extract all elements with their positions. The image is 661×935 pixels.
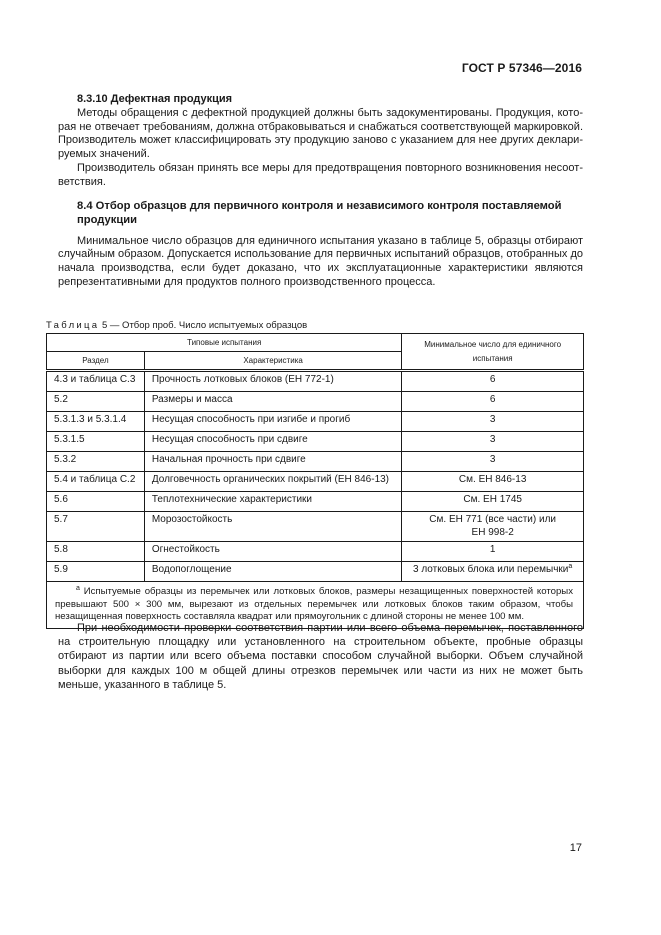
cell-section: 4.3 и таблица С.3 xyxy=(47,371,145,392)
paragraph: Производитель обязан принять все меры для предотвращения повторного возникновения несоответствия. xyxy=(58,161,583,188)
cell-section: 5.9 xyxy=(47,562,145,582)
header-section: Раздел xyxy=(47,352,145,371)
table-row xyxy=(47,492,584,512)
cell-min-count: 6 xyxy=(402,392,584,412)
cell-section: 5.8 xyxy=(47,542,145,562)
table-row xyxy=(47,392,584,412)
table-row xyxy=(47,412,584,432)
cell-min-count: 3 xyxy=(402,452,584,472)
section-heading-8-3-10: 8.3.10 Дефектная продукция xyxy=(77,93,233,105)
cell-min-count: См. ЕН 1745 xyxy=(402,492,584,512)
cell-characteristic: Несущая способность при сдвиге xyxy=(144,432,401,452)
header-characteristic: Характеристика xyxy=(144,352,401,371)
table-row xyxy=(47,562,584,582)
cell-min-count: 3 xyxy=(402,432,584,452)
cell-characteristic: Огнестойкость xyxy=(144,542,401,562)
cell-characteristic: Долговечность органических покрытий (ЕН 846-13) xyxy=(144,472,401,492)
paragraph: Методы обращения с дефектной продукцией должны быть задокументированы. Продукция, которая не отвечает требованиям, должна отбраковываться и снабжаться соответствующей маркировкой. Производитель может классифицировать эту продукцию заново с указанием для нее других декларируемых значений. xyxy=(58,106,583,161)
section-heading-8-4: 8.4 Отбор образцов для первичного контроля и независимого контроля поставляемой продукции xyxy=(77,199,562,227)
cell-section: 5.3.2 xyxy=(47,452,145,472)
table-caption-label: Таблица xyxy=(46,320,100,331)
table-5 xyxy=(46,333,584,629)
cell-min-count-line2: ЕН 998-2 xyxy=(471,526,514,538)
footnote-mark: а xyxy=(76,585,80,592)
footnote-mark: а xyxy=(568,563,573,570)
document-body xyxy=(58,93,583,290)
cell-min-count: 3 xyxy=(402,412,584,432)
cell-characteristic: Несущая способность при изгибе и прогиб xyxy=(144,412,401,432)
page-number: 17 xyxy=(569,842,582,854)
cell-characteristic: Теплотехнические характеристики xyxy=(144,492,401,512)
table-row xyxy=(47,452,584,472)
table-row xyxy=(47,542,584,562)
table-row xyxy=(47,472,584,492)
paragraph: Минимальное число образцов для единичного испытания указано в таблице 5, образцы отбирают случайным образом. Допускается использование для первичных испытаний образцов, отобранных до начала производства, если будет доказано, что их эксплуатационные характеристики являются репрезентативными для продуктов полного производственного процесса. xyxy=(58,234,583,288)
after-table-text xyxy=(58,621,583,692)
table-caption-text: 5 — Отбор проб. Число испытуемых образцов xyxy=(99,320,308,331)
cell-section: 5.6 xyxy=(47,492,145,512)
cell-section: 5.2 xyxy=(47,392,145,412)
cell-characteristic: Начальная прочность при сдвиге xyxy=(144,452,401,472)
cell-min-count-text: 3 лотковых блока или перемычки xyxy=(413,564,569,575)
document-standard-id: ГОСТ Р 57346—2016 xyxy=(461,61,582,75)
cell-section: 5.4 и таблица С.2 xyxy=(47,472,145,492)
cell-min-count: См. ЕН 846-13 xyxy=(402,472,584,492)
cell-characteristic: Размеры и масса xyxy=(144,392,401,412)
header-min-count: Минимальное число для единичного испытания xyxy=(402,334,584,371)
cell-characteristic: Водопоглощение xyxy=(144,562,401,582)
cell-section: 5.3.1.3 и 5.3.1.4 xyxy=(47,412,145,432)
header-group-typical-tests: Типовые испытания xyxy=(47,334,402,352)
cell-min-count: 6 xyxy=(402,371,584,392)
cell-min-count xyxy=(402,562,584,582)
paragraph: При необходимости проверки соответствия партии или всего объема перемычек, поставленного на строительную площадку или установленного на строительном объекте, пробные образцы отбирают из партии или всего объема поставки способом случайной выборки. Объем случайной выборки для каждых 100 м общей длины отрезков перемычек или части из них не может быть меньше, указанного в таблице 5. xyxy=(58,622,583,691)
table-row xyxy=(47,371,584,392)
table-row xyxy=(47,512,584,542)
cell-section: 5.3.1.5 xyxy=(47,432,145,452)
table-caption xyxy=(46,320,307,331)
cell-min-count: 1 xyxy=(402,542,584,562)
cell-characteristic: Морозостойкость xyxy=(144,512,401,542)
cell-min-count-line1: См. ЕН 771 (все части) или xyxy=(429,514,557,525)
cell-min-count xyxy=(402,512,584,542)
table-row xyxy=(47,432,584,452)
cell-section: 5.7 xyxy=(47,512,145,542)
footnote-text: Испытуемые образцы из перемычек или лотковых блоков, размеры незащищенных поверхностей которых превышают 500 × 300 мм, вырезают из отдельных перемычек или лотковых блоков таким образом, чтобы незащищенная поверхность составляла квадрат или прямоугольник с длиной стороны не менее 100 мм. xyxy=(55,586,574,623)
cell-characteristic: Прочность лотковых блоков (ЕН 772-1) xyxy=(144,371,401,392)
